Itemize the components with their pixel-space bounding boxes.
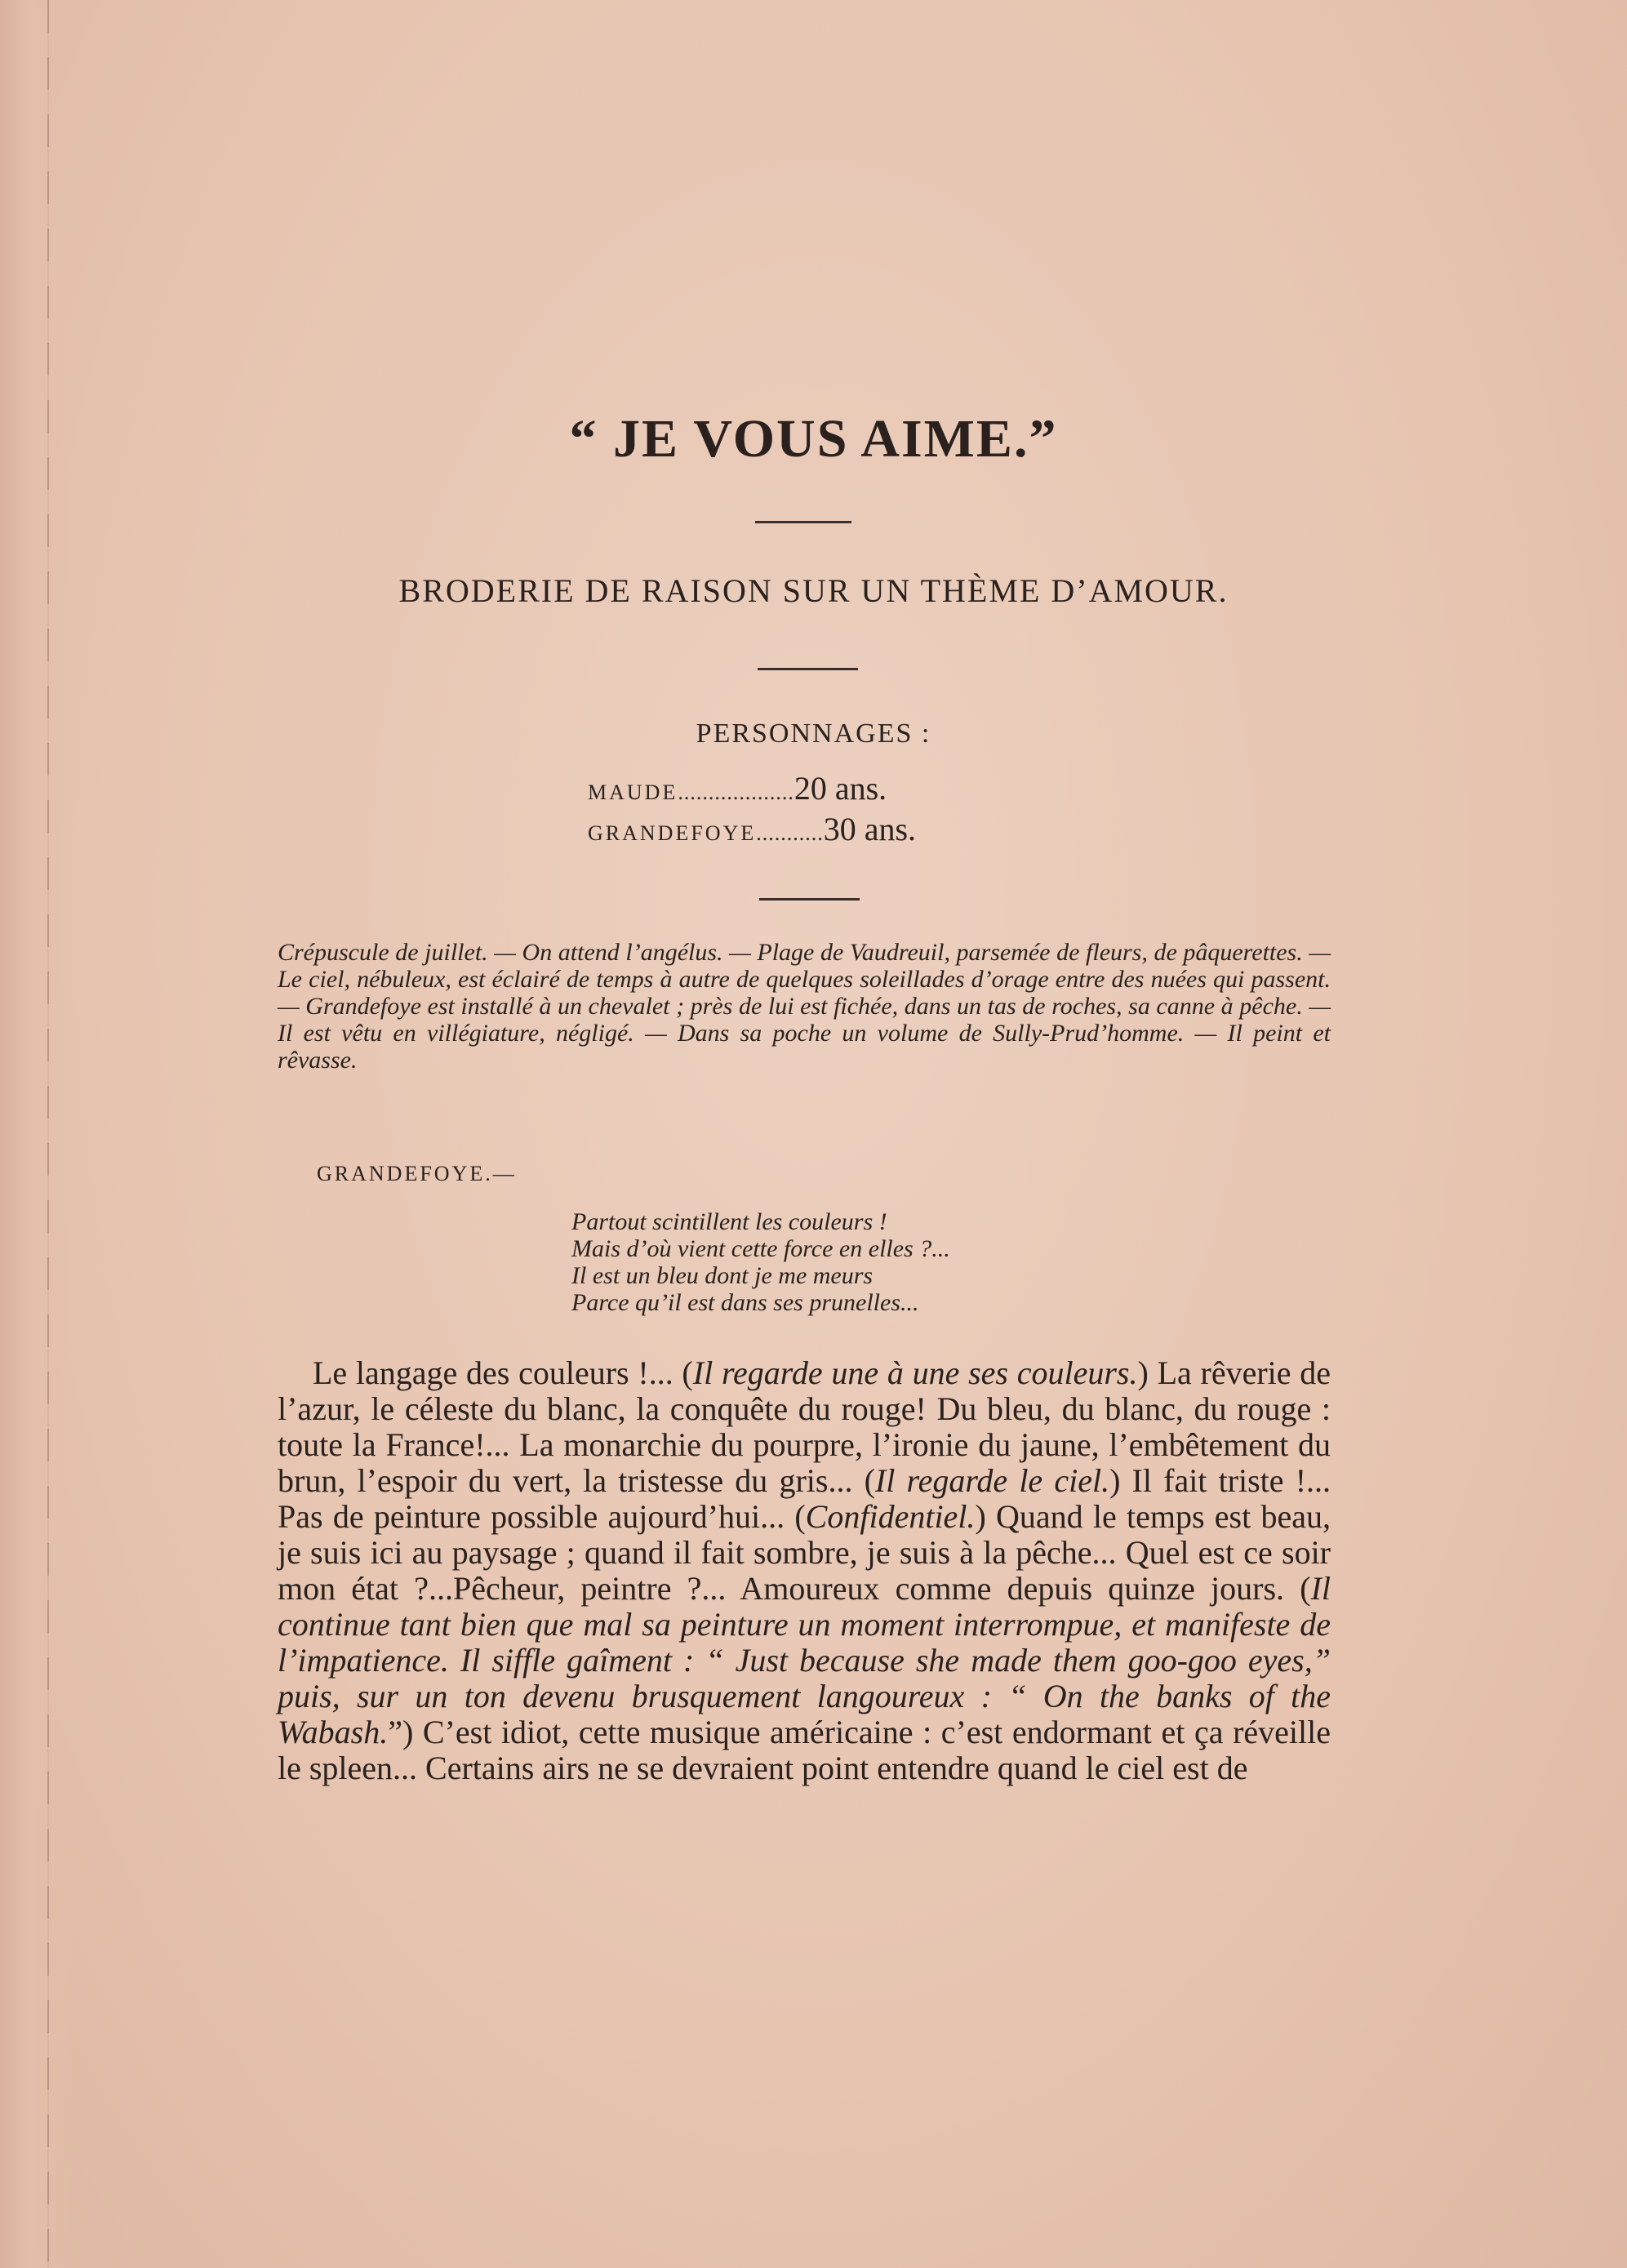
dialogue-paragraph [278,1355,1331,1786]
cast-name: GRANDEFOYE [588,821,757,845]
prose-segment-italic: Il continue tant bien que mal sa peinture un moment interrompue, et manifeste de l’impatience. Il siffle gaîment : “ Just because she made them goo-goo eyes,” puis, sur un ton devenu brusquement langoureux : “ On the banks of the Wabash. [278,1570,1331,1750]
subtitle-divider [758,668,858,670]
verse-line: Parce qu’il est dans ses prunelles... [571,1289,919,1316]
verse-line: Mais d’où vient cette force en elles ?... [571,1235,950,1262]
dialogue-text [278,1355,1331,1786]
prose-segment: ) Il fait triste !... Pas de peinture possible aujourd’hui... ( [278,1462,1331,1535]
play-title: “ JE VOUS AIME.” [569,409,1058,469]
cast-age: 30 ans. [823,811,917,847]
cast-age: 20 ans. [793,770,887,807]
verse-stanza [571,1208,950,1316]
page-binding-edge [47,0,49,2268]
prose-segment-italic: Il regarde une à une ses couleurs. [692,1354,1138,1391]
cast-name: MAUDE [588,780,678,804]
cast-divider [759,898,860,901]
cast-dots: ................... [678,780,794,804]
play-subtitle: BRODERIE DE RAISON SUR UN THÈME D’AMOUR. [398,572,1229,609]
prose-segment-italic: Confidentiel. [805,1498,976,1535]
prose-segment: ) Quand le temps est beau, je suis ici au paysage ; quand il fait sombre, je suis à la pêche... Quel est ce soir mon état ?...Pêcheur, peintre ?... Amoureux comme depuis quinze jours. ( [278,1498,1331,1607]
stage-direction: Crépuscule de juillet. — On attend l’angélus. — Plage de Vaudreuil, parsemée de fleurs, de pâquerettes. — Le ciel, nébuleux, est éclairé de temps à autre de quelques soleillades d’orage entre des nuées qui passent. — Grandefoye est installé à un chevalet ; près de lui est fichée, dans un tas de roches, sa canne à pêche. — Il est vêtu en villégiature, négligé. — Dans sa poche un volume de Sully-Prud’homme. — Il peint et rêvasse. [278,939,1331,1074]
verse-line: Partout scintillent les couleurs ! [571,1208,887,1235]
prose-segment-italic: Il regarde le ciel. [874,1462,1110,1499]
page-gutter [0,0,73,2268]
cast-row [588,810,916,848]
cast-dots: ........... [756,821,824,845]
verse-line: Il est un bleu dont je me meurs [571,1262,874,1289]
personnages-heading: PERSONNAGES : [696,718,931,749]
prose-segment: ) La rêverie de l’azur, le céleste du blanc, la conquête du rouge! Du bleu, du blanc, du rouge : toute la France!... La monarchie du pourpre, l’ironie du jaune, l’embêtement du brun, l’espoir du vert, la tristesse du gris... ( [278,1354,1331,1499]
prose-segment: ”) C’est idiot, cette musique américaine : c’est endormant et ça réveille le spleen... Certains airs ne se devraient point entendre quand le ciel est de [278,1714,1331,1786]
prose-segment: Le langage des couleurs !... ( [313,1354,693,1391]
title-divider [755,521,851,523]
cast-row [588,769,887,807]
speaker-label: GRANDEFOYE.— [317,1162,517,1185]
